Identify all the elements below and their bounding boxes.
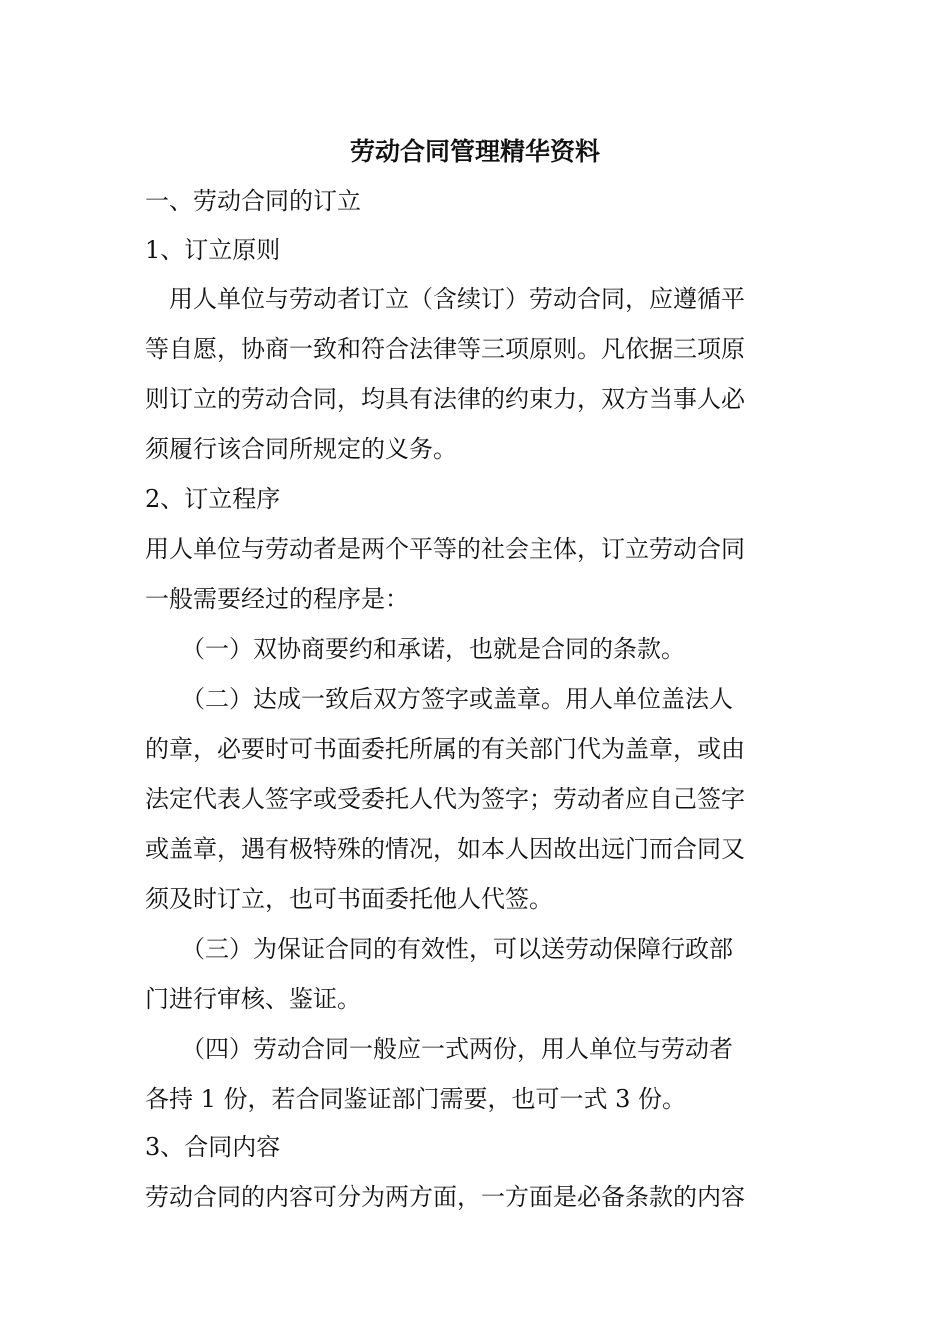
- list-item-line: （一）双协商要约和承诺，也就是合同的条款。: [145, 635, 685, 663]
- list-item-line: 门进行审核、鉴证。: [145, 985, 361, 1013]
- paragraph-line: 等自愿，协商一致和符合法律等三项原则。凡依据三项原: [145, 335, 745, 363]
- subsection-heading: 2、订立程序: [145, 485, 281, 513]
- list-item-line: （三）为保证合同的有效性，可以送劳动保障行政部: [145, 935, 733, 963]
- list-item-line: 法定代表人签字或受委托人代为签字；劳动者应自己签字: [145, 785, 745, 813]
- paragraph-line: 一般需要经过的程序是：: [145, 585, 409, 613]
- paragraph-line: 劳动合同的内容可分为两方面，一方面是必备条款的内容: [145, 1183, 745, 1211]
- paragraph-line: 用人单位与劳动者是两个平等的社会主体，订立劳动合同: [145, 535, 745, 563]
- paragraph-line: 则订立的劳动合同，均具有法律的约束力，双方当事人必: [145, 385, 745, 413]
- subsection-heading: 3、合同内容: [145, 1133, 281, 1161]
- list-item-line: 或盖章，遇有极特殊的情况，如本人因故出远门而合同又: [145, 835, 745, 863]
- paragraph-line: 须履行该合同所规定的义务。: [145, 435, 457, 463]
- list-item-line: （二）达成一致后双方签字或盖章。用人单位盖法人: [145, 685, 733, 713]
- list-item-line: 各持 1 份，若合同鉴证部门需要，也可一式 3 份。: [145, 1085, 687, 1113]
- list-item-line: 须及时订立，也可书面委托他人代签。: [145, 885, 553, 913]
- page-title: 劳动合同管理精华资料: [349, 137, 600, 166]
- list-item-line: 的章，必要时可书面委托所属的有关部门代为盖章，或由: [145, 735, 745, 763]
- paragraph-line: 用人单位与劳动者订立（含续订）劳动合同，应遵循平: [145, 285, 745, 313]
- subsection-heading: 1、订立原则: [145, 236, 281, 264]
- list-item-line: （四）劳动合同一般应一式两份，用人单位与劳动者: [145, 1035, 733, 1063]
- section-heading: 一、劳动合同的订立: [145, 187, 361, 215]
